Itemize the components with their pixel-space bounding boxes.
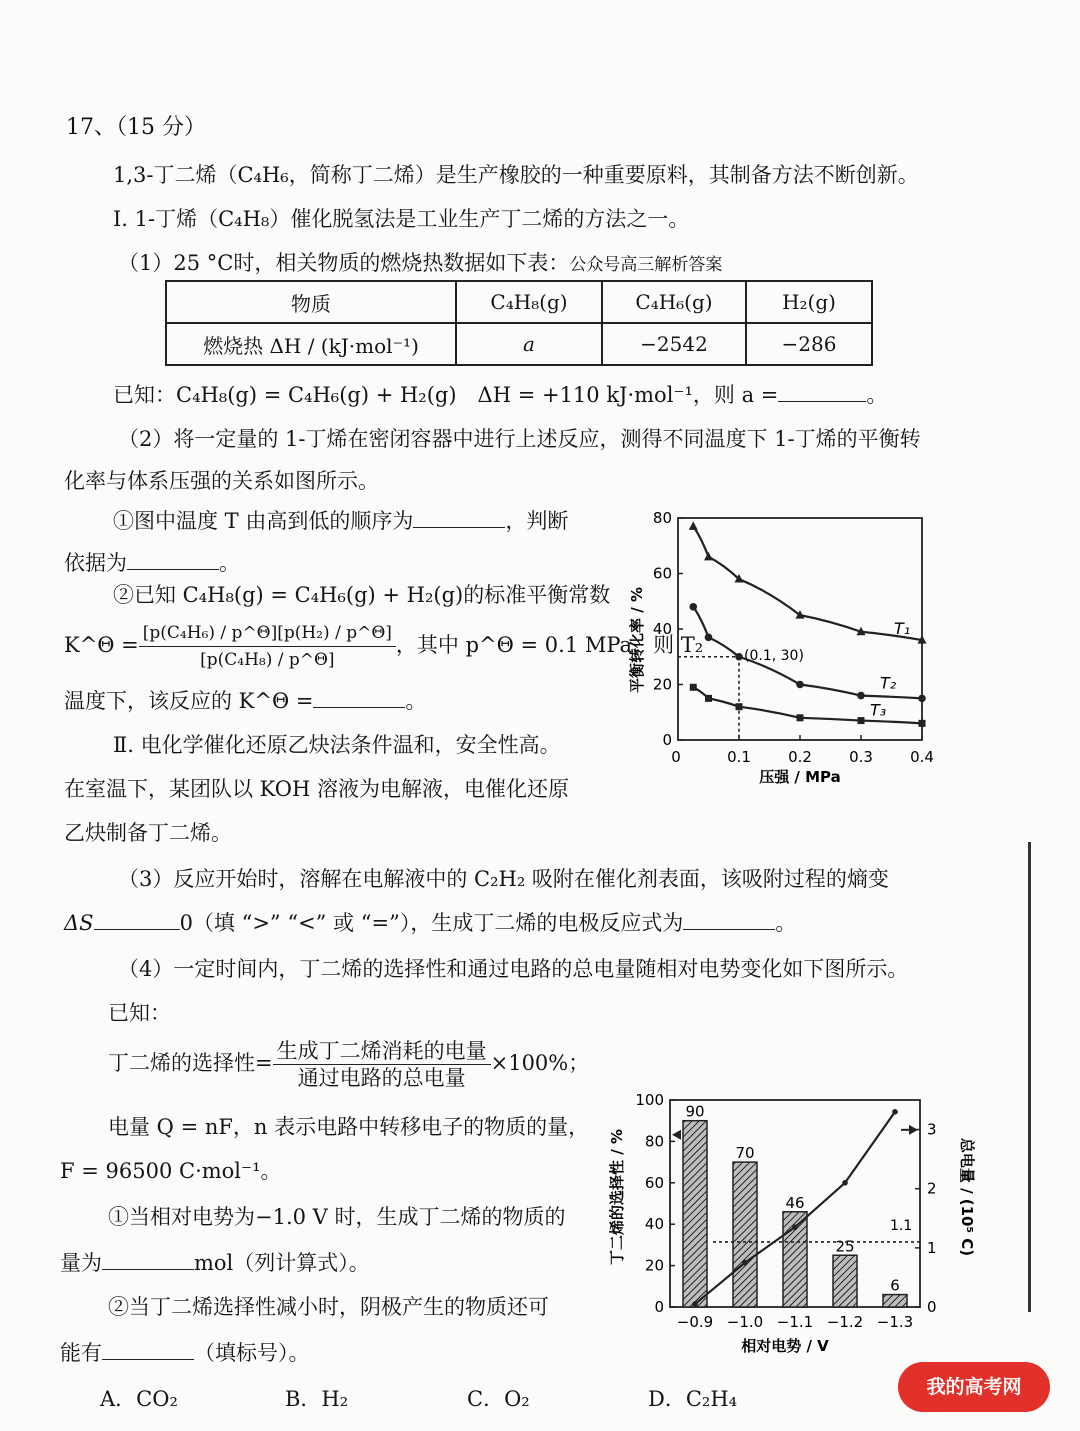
chart2-y2tick-label: 0 (927, 1298, 937, 1316)
q4-line1: （4）一定时间内，丁二烯的选择性和通过电路的总电量随相对电势变化如下图所示。 (118, 957, 909, 981)
kp-expression (64, 618, 703, 673)
chart1-ytick-label: 20 (652, 675, 672, 694)
answer-blank[interactable] (413, 525, 505, 528)
intro-text: 1,3-丁二烯（C₄H₆，简称丁二烯）是生产橡胶的一种重要原料，其制备方法不断创新。 (113, 163, 919, 187)
chart2-ytick-label: 20 (644, 1256, 664, 1275)
chart2-y2label: 总电量 / (10⁵ C) (958, 1137, 976, 1257)
sel-lhs: 丁二烯的选择性= (108, 1051, 273, 1075)
chart1-point (857, 692, 865, 700)
chart1-point (797, 714, 804, 721)
option-a[interactable]: A．CO₂ (100, 1387, 178, 1411)
chart2-xtick-label: −1.3 (876, 1313, 914, 1331)
chart2-ytick-label: 60 (644, 1173, 664, 1192)
chart1-point (690, 684, 697, 691)
chart2-left-arrow-head (672, 1130, 681, 1140)
answer-blank[interactable] (127, 567, 219, 570)
chart2-bar-label: 90 (685, 1102, 705, 1121)
part1-title: Ⅰ. 1-丁烯（C₄H₈）催化脱氢法是工业生产丁二烯的方法之一。 (113, 207, 690, 231)
q2-sub1-reason: 依据为 。 (64, 551, 240, 575)
chart2-charge-point (742, 1260, 748, 1266)
faraday-constant: F = 96500 C·mol⁻¹。 (60, 1159, 282, 1183)
q4-sub1: ①当相对电势为−1.0 V 时，生成丁二烯的物质的 (108, 1205, 566, 1229)
chart2-ytick-label: 40 (644, 1215, 664, 1234)
chart2-y2tick-label: 2 (927, 1179, 937, 1198)
chart1-ytick-label: 60 (652, 564, 672, 583)
part2-line3: 乙炔制备丁二烯。 (64, 821, 232, 845)
answer-blank[interactable] (102, 1267, 194, 1270)
chart2-ytick-label: 100 (635, 1091, 664, 1109)
kp-numerator: [p(C₄H₆) / p^Θ][p(H₂) / p^Θ] (139, 620, 396, 647)
q2-line1: （2）将一定量的 1-丁烯在密闭容器中进行上述反应，测得不同温度下 1-丁烯的平衡转 (118, 427, 921, 451)
sel-numerator: 生成丁二烯消耗的电量 (273, 1038, 491, 1065)
chart2-charge-point (792, 1224, 798, 1230)
table-row-label: 燃烧热 ΔH / (kJ·mol⁻¹) (166, 323, 456, 365)
chart1-ytick-label: 0 (662, 731, 672, 749)
q2-sub1-text: ①图中温度 T 由高到低的顺序为 (113, 509, 414, 533)
conversion-pressure-chart (620, 500, 940, 800)
known-equation: 已知：C₄H₈(g) = C₄H₆(g) + H₂(g) ΔH = +110 kJ·mol⁻¹，则 a = 。 (113, 383, 888, 407)
q2-sub2: ②已知 C₄H₈(g) = C₄H₆(g) + H₂(g)的标准平衡常数 (113, 583, 611, 607)
chart1-point (689, 603, 697, 611)
q2-sub1-suffix: ，判断 (505, 509, 569, 533)
chart2-xtick-label: −0.9 (676, 1313, 714, 1331)
q4-sub2-prefix: 能有 (60, 1341, 102, 1365)
q4-sub2-suffix: （填标号）。 (194, 1341, 310, 1365)
chart1-series-label: T₂ (880, 673, 897, 693)
q3-line2: ΔS 0（填 “>” “<” 或 “=”），生成丁二烯的电极反应式为 。 (64, 911, 797, 935)
chart2-bar-label: 25 (835, 1237, 855, 1256)
sel-fraction (273, 1038, 491, 1091)
chart2-y2tick-label: 1 (927, 1238, 937, 1257)
chart2-xtick-label: −1.1 (776, 1313, 814, 1331)
q3-line1: （3）反应开始时，溶解在电解液中的 C₂H₂ 吸附在催化剂表面，该吸附过程的熵变 (118, 867, 889, 891)
known2: 已知： (108, 1001, 171, 1025)
q2-sub2-answer-text: 温度下，该反应的 K^Θ = (64, 689, 314, 713)
answer-blank[interactable] (778, 399, 866, 402)
chart1-series-label: T₁ (894, 619, 911, 639)
kp-fraction (139, 620, 396, 673)
option-c[interactable]: C．O₂ (467, 1387, 530, 1411)
combustion-heat-table (165, 280, 873, 366)
chart1-point (704, 552, 713, 561)
part2-line1: Ⅱ. 电化学催化还原乙炔法条件温和，安全性高。 (113, 733, 561, 757)
chart1-point (705, 695, 712, 702)
q1-prompt: （1）25 °C时，相关物质的燃烧热数据如下表： (118, 251, 570, 275)
q4-sub1-answer (60, 1248, 370, 1278)
chart1-point (796, 681, 804, 689)
table-header-cell: C₄H₈(g) (456, 281, 602, 323)
chart2-y2tick-label: 3 (927, 1120, 937, 1139)
known-equation-text: 已知：C₄H₈(g) = C₄H₆(g) + H₂(g) ΔH = +110 kJ·mol⁻¹，则 a = (113, 383, 779, 407)
table-cell: a (456, 323, 602, 365)
q2-line2: 化率与体系压强的关系如图所示。 (64, 469, 379, 493)
chart1-series-line (693, 687, 922, 723)
q4-sub2-answer (60, 1338, 310, 1368)
chart1-series-label: T₃ (870, 700, 887, 720)
chart2-reference-label: 1.1 (890, 1217, 913, 1234)
chart1-axes (653, 509, 934, 766)
q3-line2-text: 0（填 “>” “<” 或 “=”），生成丁二烯的电极反应式为 (179, 911, 684, 935)
chart1-point (919, 720, 926, 727)
kp-lhs: K^Θ = (64, 633, 139, 657)
chart2-ytick-label: 0 (654, 1298, 664, 1316)
chart2-charge-point (842, 1180, 848, 1186)
chart1-point (689, 521, 698, 530)
table-header-cell: 物质 (166, 281, 456, 323)
table-header-row (166, 281, 872, 323)
chart1-point (705, 634, 713, 642)
answer-blank[interactable] (683, 927, 775, 930)
entropy-symbol: ΔS (64, 911, 94, 935)
table-cell: −286 (746, 323, 872, 365)
chart2-bar (683, 1121, 707, 1307)
chart1-xtick-label: 0.4 (910, 748, 934, 766)
kp-denominator: [p(C₄H₈) / p^Θ] (200, 650, 335, 670)
q4-sub1-prefix: 量为 (60, 1251, 102, 1275)
q1-text (118, 248, 722, 280)
charge-definition: 电量 Q = nF，n 表示电路中转移电子的物质的量， (108, 1115, 590, 1139)
chart2-right-arrow-head (909, 1125, 918, 1135)
chart1-xtick-label: 0.1 (727, 748, 751, 766)
table-header-cell: H₂(g) (746, 281, 872, 323)
q4-sub2: ②当丁二烯选择性减小时，阴极产生的物质还可 (108, 1295, 549, 1319)
chart2-bar-label: 46 (785, 1193, 805, 1212)
chart1-ytick-label: 80 (652, 509, 672, 527)
chart1-xtick-label: 0.3 (849, 748, 873, 766)
q2-sub1-reason-text: 依据为 (64, 551, 127, 575)
chart1-xtick-label: 0.2 (788, 748, 812, 766)
table-header-cell: C₄H₆(g) (602, 281, 746, 323)
chart2-xtick-label: −1.2 (826, 1313, 864, 1331)
selectivity-potential-chart (600, 1085, 980, 1370)
chart2-bar (883, 1295, 907, 1307)
option-b[interactable]: B．H₂ (285, 1387, 349, 1411)
chart1-ylabel: 平衡转化率 / % (628, 587, 646, 693)
sel-rhs: ×100%； (490, 1051, 590, 1075)
chart2-charge-point (692, 1301, 698, 1307)
scan-edge-line (1028, 842, 1031, 1312)
q2-sub1 (113, 506, 568, 536)
chart2-marks (672, 1103, 920, 1307)
q2-sub2-answer: 温度下，该反应的 K^Θ = 。 (64, 689, 427, 713)
chart1-xtick-label: 0 (671, 748, 681, 766)
part2-line2: 在室温下，某团队以 KOH 溶液为电解液，电催化还原 (64, 777, 570, 801)
watermark-text: 公众号高三解析答案 (569, 255, 723, 275)
chart2-bar (833, 1255, 857, 1307)
kp-rest: ，其中 p^Θ = 0.1 MPa，则 T₂ (395, 633, 704, 657)
chart2-bar (733, 1162, 757, 1307)
chart2-bar-label: 6 (890, 1276, 900, 1295)
chart1-ytick-label: 40 (652, 620, 672, 638)
table-row (166, 323, 872, 365)
q4-sub1-suffix: mol（列计算式）。 (194, 1251, 370, 1275)
chart1-point (918, 695, 926, 703)
chart2-charge-point (892, 1109, 898, 1115)
table-cell: −2542 (602, 323, 746, 365)
answer-blank[interactable] (94, 927, 180, 930)
chart2-bar-label: 70 (735, 1144, 755, 1163)
chart1-point (858, 717, 865, 724)
chart2-ytick-label: 80 (644, 1132, 664, 1151)
chart2-xlabel: 相对电势 / V (741, 1337, 829, 1355)
sel-denominator: 通过电路的总电量 (297, 1066, 466, 1090)
answer-blank[interactable] (313, 705, 405, 708)
selectivity-definition (108, 1036, 589, 1091)
chart1-series-line (693, 526, 922, 640)
site-logo: 我的高考网 (898, 1362, 1050, 1412)
answer-blank[interactable] (102, 1357, 194, 1360)
question-number: 17、（15 分） (66, 115, 206, 140)
chart1-annotation: (0.1, 30) (744, 648, 804, 664)
chart1-marks (678, 521, 927, 740)
chart2-ylabel: 丁二烯的选择性 / % (608, 1129, 626, 1265)
chart2-xtick-label: −1.0 (726, 1313, 764, 1331)
chart1-xlabel: 压强 / MPa (759, 768, 841, 786)
option-d[interactable]: D．C₂H₄ (648, 1387, 738, 1411)
